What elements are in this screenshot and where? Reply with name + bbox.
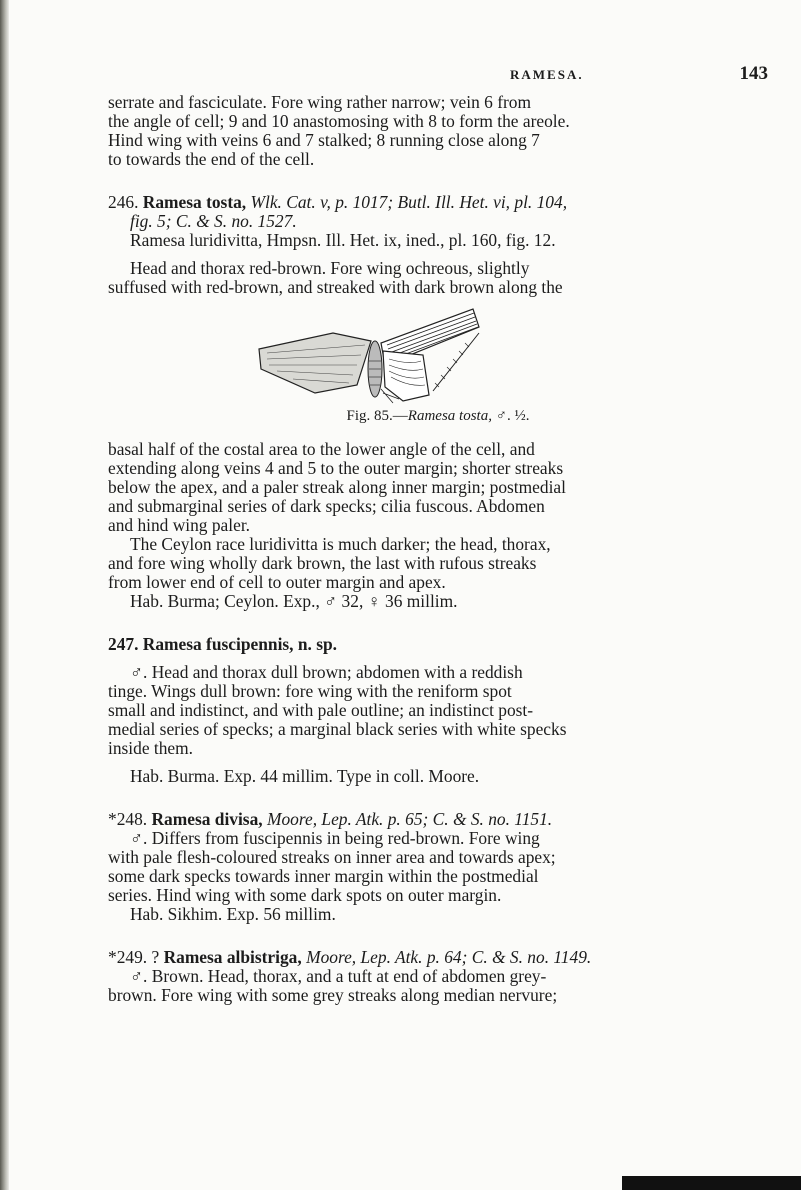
species-number: 246. xyxy=(108,192,139,212)
text-line: from lower end of cell to outer margin and apex. xyxy=(108,572,446,592)
text-line: extending along veins 4 and 5 to the outer margin; shorter streaks xyxy=(108,458,564,478)
species-heading xyxy=(108,193,768,212)
text-line: ♂. Differs from fuscipennis in being red-brown. Fore wing xyxy=(130,828,540,848)
species-heading xyxy=(108,810,768,829)
species-reference: Moore, Lep. Atk. p. 65; C. & S. no. 1151. xyxy=(266,809,553,829)
text-line: and fore wing wholly dark brown, the last with rufous streaks xyxy=(108,553,537,573)
habitat-line: Hab. Burma; Ceylon. Exp., ♂ 32, ♀ 36 millim. xyxy=(130,591,458,611)
intro-paragraph xyxy=(108,93,768,169)
text-line: below the apex, and a paler streak along inner margin; postmedial xyxy=(108,477,566,497)
text-line: medial series of specks; a marginal black series with white specks xyxy=(108,719,567,739)
book-spine-shadow xyxy=(0,0,9,1190)
habitat-line: Hab. Sikhim. Exp. 56 millim. xyxy=(130,904,336,924)
text-line: small and indistinct, and with pale outline; an indistinct post- xyxy=(108,700,534,720)
text-line: ♂. Brown. Head, thorax, and a tuft at end of abdomen grey- xyxy=(130,966,547,986)
text-line: basal half of the costal area to the lower angle of the cell, and xyxy=(108,439,535,459)
figure-moth-illustration xyxy=(108,303,768,405)
moth-drawing xyxy=(253,303,493,405)
text-line: ♂. Head and thorax dull brown; abdomen with a reddish xyxy=(130,662,523,682)
species-247-entry xyxy=(108,635,768,786)
species-name: Ramesa albistriga, xyxy=(163,947,302,967)
text-line: Hind wing with veins 6 and 7 stalked; 8 running close along 7 xyxy=(108,130,540,150)
text-line: serrate and fasciculate. Fore wing rather narrow; vein 6 from xyxy=(108,92,531,112)
species-248-entry xyxy=(108,810,768,924)
species-heading xyxy=(108,948,768,967)
species-reference: Wlk. Cat. v, p. 1017; Butl. Ill. Het. vi, pl. 104, xyxy=(250,192,568,212)
text-line: brown. Fore wing with some grey streaks along median nervure; xyxy=(108,985,558,1005)
text-line: to towards the end of the cell. xyxy=(108,149,315,169)
text-line: some dark specks towards inner margin within the postmedial xyxy=(108,866,539,886)
page-header xyxy=(108,63,768,85)
page-number: 143 xyxy=(739,63,768,84)
text-line: The Ceylon race luridivitta is much darker; the head, thorax, xyxy=(130,534,551,554)
species-name: Ramesa tosta, xyxy=(142,192,247,212)
species-synonym: Ramesa luridivitta, Hmpsn. Ill. Het. ix, ined., pl. 160, fig. 12. xyxy=(130,230,556,250)
species-heading: 247. Ramesa fuscipennis, n. sp. xyxy=(108,634,338,654)
figure-caption xyxy=(108,407,768,426)
species-name: Ramesa divisa, xyxy=(151,809,263,829)
text-line: with pale flesh-coloured streaks on inner area and towards apex; xyxy=(108,847,556,867)
species-reference-cont: fig. 5; C. & S. no. 1527. xyxy=(130,211,297,231)
running-head: RAMESA. xyxy=(510,67,584,82)
caption-species: Ramesa tosta, xyxy=(407,408,492,424)
species-246-entry xyxy=(108,193,768,297)
species-246-continued xyxy=(108,440,768,611)
page-body xyxy=(108,93,768,1005)
species-249-entry xyxy=(108,948,768,1005)
species-number: *249. ? xyxy=(108,947,160,967)
text-line: tinge. Wings dull brown: fore wing with the reniform spot xyxy=(108,681,512,701)
text-line: suffused with red-brown, and streaked with dark brown along the xyxy=(108,277,563,297)
page-edge-shadow xyxy=(622,1176,801,1190)
caption-suffix: ♂. ½. xyxy=(495,408,530,424)
text-line: the angle of cell; 9 and 10 anastomosing with 8 to form the areole. xyxy=(108,111,570,131)
caption-prefix: Fig. 85.— xyxy=(346,408,408,424)
text-line: and hind wing paler. xyxy=(108,515,250,535)
species-reference: Moore, Lep. Atk. p. 64; C. & S. no. 1149. xyxy=(306,947,592,967)
text-line: inside them. xyxy=(108,738,194,758)
text-line: and submarginal series of dark specks; cilia fuscous. Abdomen xyxy=(108,496,545,516)
text-line: Head and thorax red-brown. Fore wing ochreous, slightly xyxy=(130,258,530,278)
text-line: series. Hind wing with some dark spots on outer margin. xyxy=(108,885,502,905)
habitat-line: Hab. Burma. Exp. 44 millim. Type in coll. Moore. xyxy=(130,766,480,786)
species-number: *248. xyxy=(108,809,148,829)
